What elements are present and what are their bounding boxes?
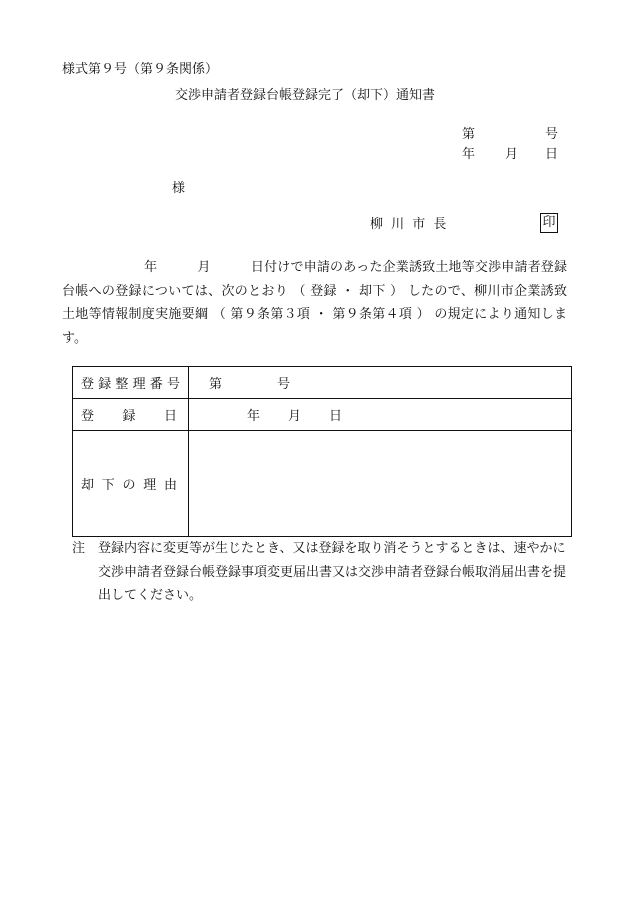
label-char: 日 [163,409,180,424]
rejection-reason-value[interactable] [189,431,572,537]
table-row [73,399,572,431]
document-title: 交渉申請者登録台帳登録完了（却下）通知書 [175,88,436,103]
date-day: 日 [545,147,559,162]
label-char: 理 [132,377,146,392]
registration-date-value[interactable] [189,399,572,431]
registration-number-value[interactable] [189,367,572,399]
reg-number-prefix: 第 [209,377,223,392]
label-char: 号 [166,377,180,392]
label-char: の [122,478,139,493]
registration-table [72,366,572,537]
label-char: 録 [98,377,112,392]
registration-date-label [73,399,189,431]
note [72,537,572,608]
label-char: 理 [143,478,160,493]
seal-mark: 印 [540,213,558,233]
issuer-name: 柳 川 市 長 [370,217,449,232]
label-char: 下 [101,478,118,493]
rejection-reason-label [73,431,189,537]
registration-number-label [73,367,189,399]
label-char: 登 [81,409,98,424]
body-year: 年 [144,260,158,275]
notice-body [62,256,567,350]
note-text: 登録内容に変更等が生じたとき、又は登録を取り消そうとするときは、速やかに交渉申請者登録台帳登録事項変更届出書又は交渉申請者登録台帳取消届出書を提出してください。 [98,541,567,603]
label-char: 由 [163,478,180,493]
body-month: 月 [197,260,211,275]
reg-date-month: 月 [288,409,302,424]
label-char: 整 [115,377,129,392]
doc-number-suffix: 号 [545,127,559,142]
table-row [73,367,572,399]
reg-date-year: 年 [247,409,261,424]
recipient-suffix: 様 [172,181,186,196]
label-char: 登 [81,377,95,392]
label-char: 却 [81,478,98,493]
label-char: 番 [149,377,163,392]
reg-number-suffix: 号 [277,377,291,392]
doc-number-prefix: 第 [462,127,476,142]
form-label: 様式第９号（第９条関係） [62,62,219,77]
table-row [73,431,572,537]
label-char: 録 [122,409,139,424]
note-head: 注 [72,541,86,556]
body-text: 日付けで申請のあった企業誘致土地等交渉申請者登録台帳への登録については、次のとおり （ 登録 ・ 却下 ） したので、柳川市企業誘致土地等情報制度実施要綱 （ 第９条第３項 ・ 第９条第４項 ） の規定により通知します。 [62,260,567,346]
date-month: 月 [505,147,519,162]
date-year: 年 [462,147,476,162]
reg-date-day: 日 [329,409,343,424]
